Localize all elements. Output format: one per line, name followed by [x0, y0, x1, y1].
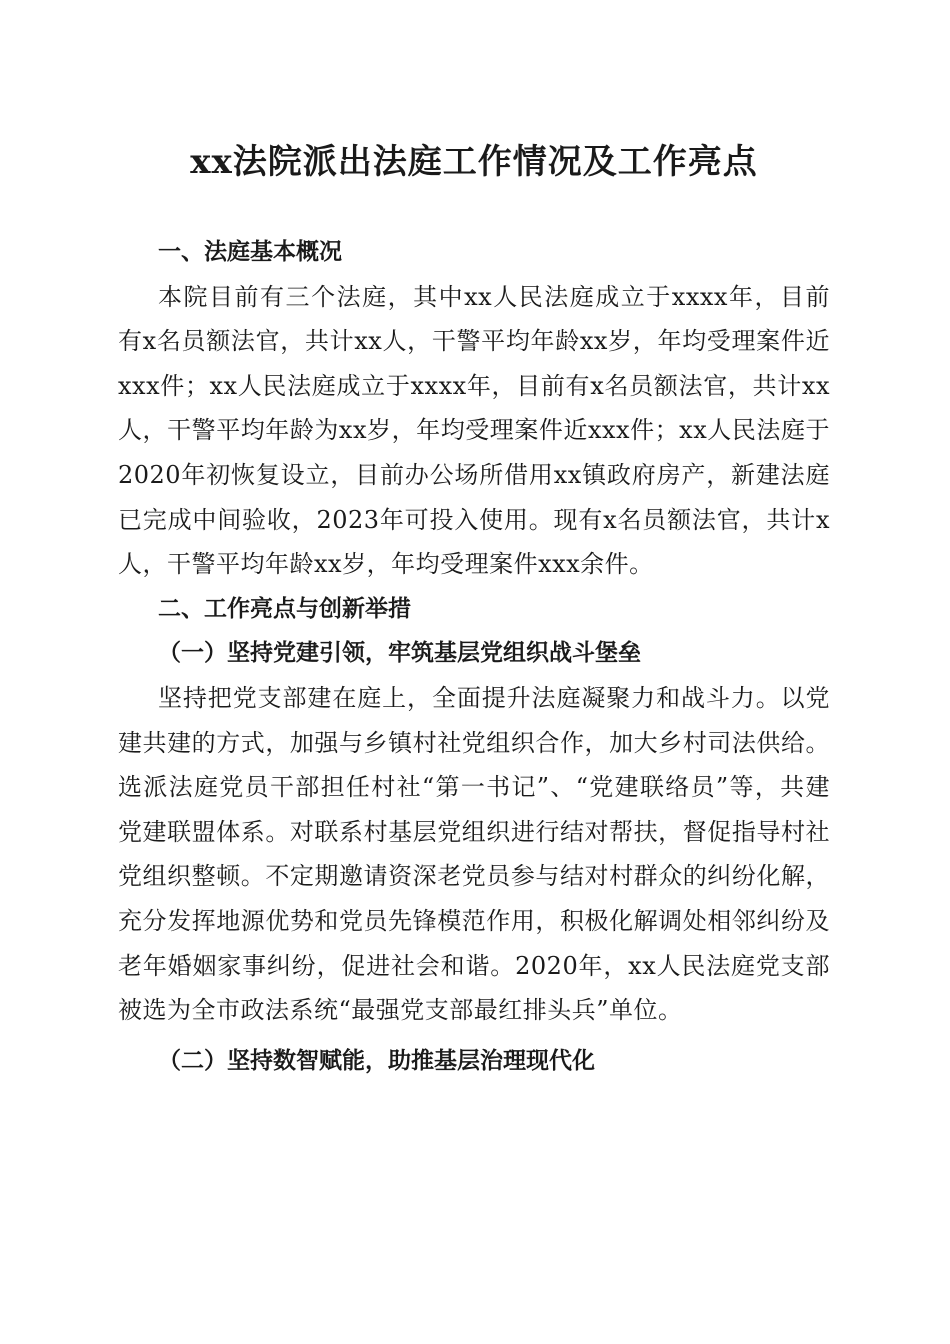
document-title: xx法院派出法庭工作情况及工作亮点 — [190, 142, 758, 182]
section-heading-overview: 一、法庭基本概况 — [158, 239, 342, 265]
subsection-heading-party-building: （一）坚持党建引领，牢筑基层党组织战斗堡垒 — [158, 639, 641, 667]
overview-paragraph: 本院目前有三个法庭，其中xx人民法庭成立于xxxx年，目前有x名员额法官，共计xx人，干警平均年龄xx岁，年均受理案件近xxx件；xx人民法庭成立于xxxx年，目前有x名员额法官，共计xx人，干警平均年龄为xx岁，年均受理案件近xxx件；xx人民法庭于2020年初恢复设立，目前办公场所借用xx镇政府房产，新建法庭已完成中间验收，2023年可投入使用。现有x名员额法官，共计x人，干警平均年龄xx岁，年均受理案件xxx余件。 — [118, 282, 830, 579]
subsection-heading-digital: （二）坚持数智赋能，助推基层治理现代化 — [158, 1046, 595, 1074]
section-heading-highlights: 二、工作亮点与创新举措 — [158, 595, 411, 622]
party-building-paragraph: 坚持把党支部建在庭上，全面提升法庭凝聚力和战斗力。以党建共建的方式，加强与乡镇村社党组织合作，加大乡村司法供给。选派法庭党员干部担任村社“第一书记”、“党建联络员”等，共建党建联盟体系。对联系村基层党组织进行结对帮扶，督促指导村社党组织整顿。不定期邀请资深老党员参与结对村群众的纠纷化解，充分发挥地源优势和党员先锋模范作用，积极化解调处相邻纠纷及老年婚姻家事纠纷，促进社会和谐。2020年，xx人民法庭党支部被选为全市政法系统“最强党支部最红排头兵”单位。 — [118, 683, 830, 1025]
document-body — [118, 230, 830, 1083]
